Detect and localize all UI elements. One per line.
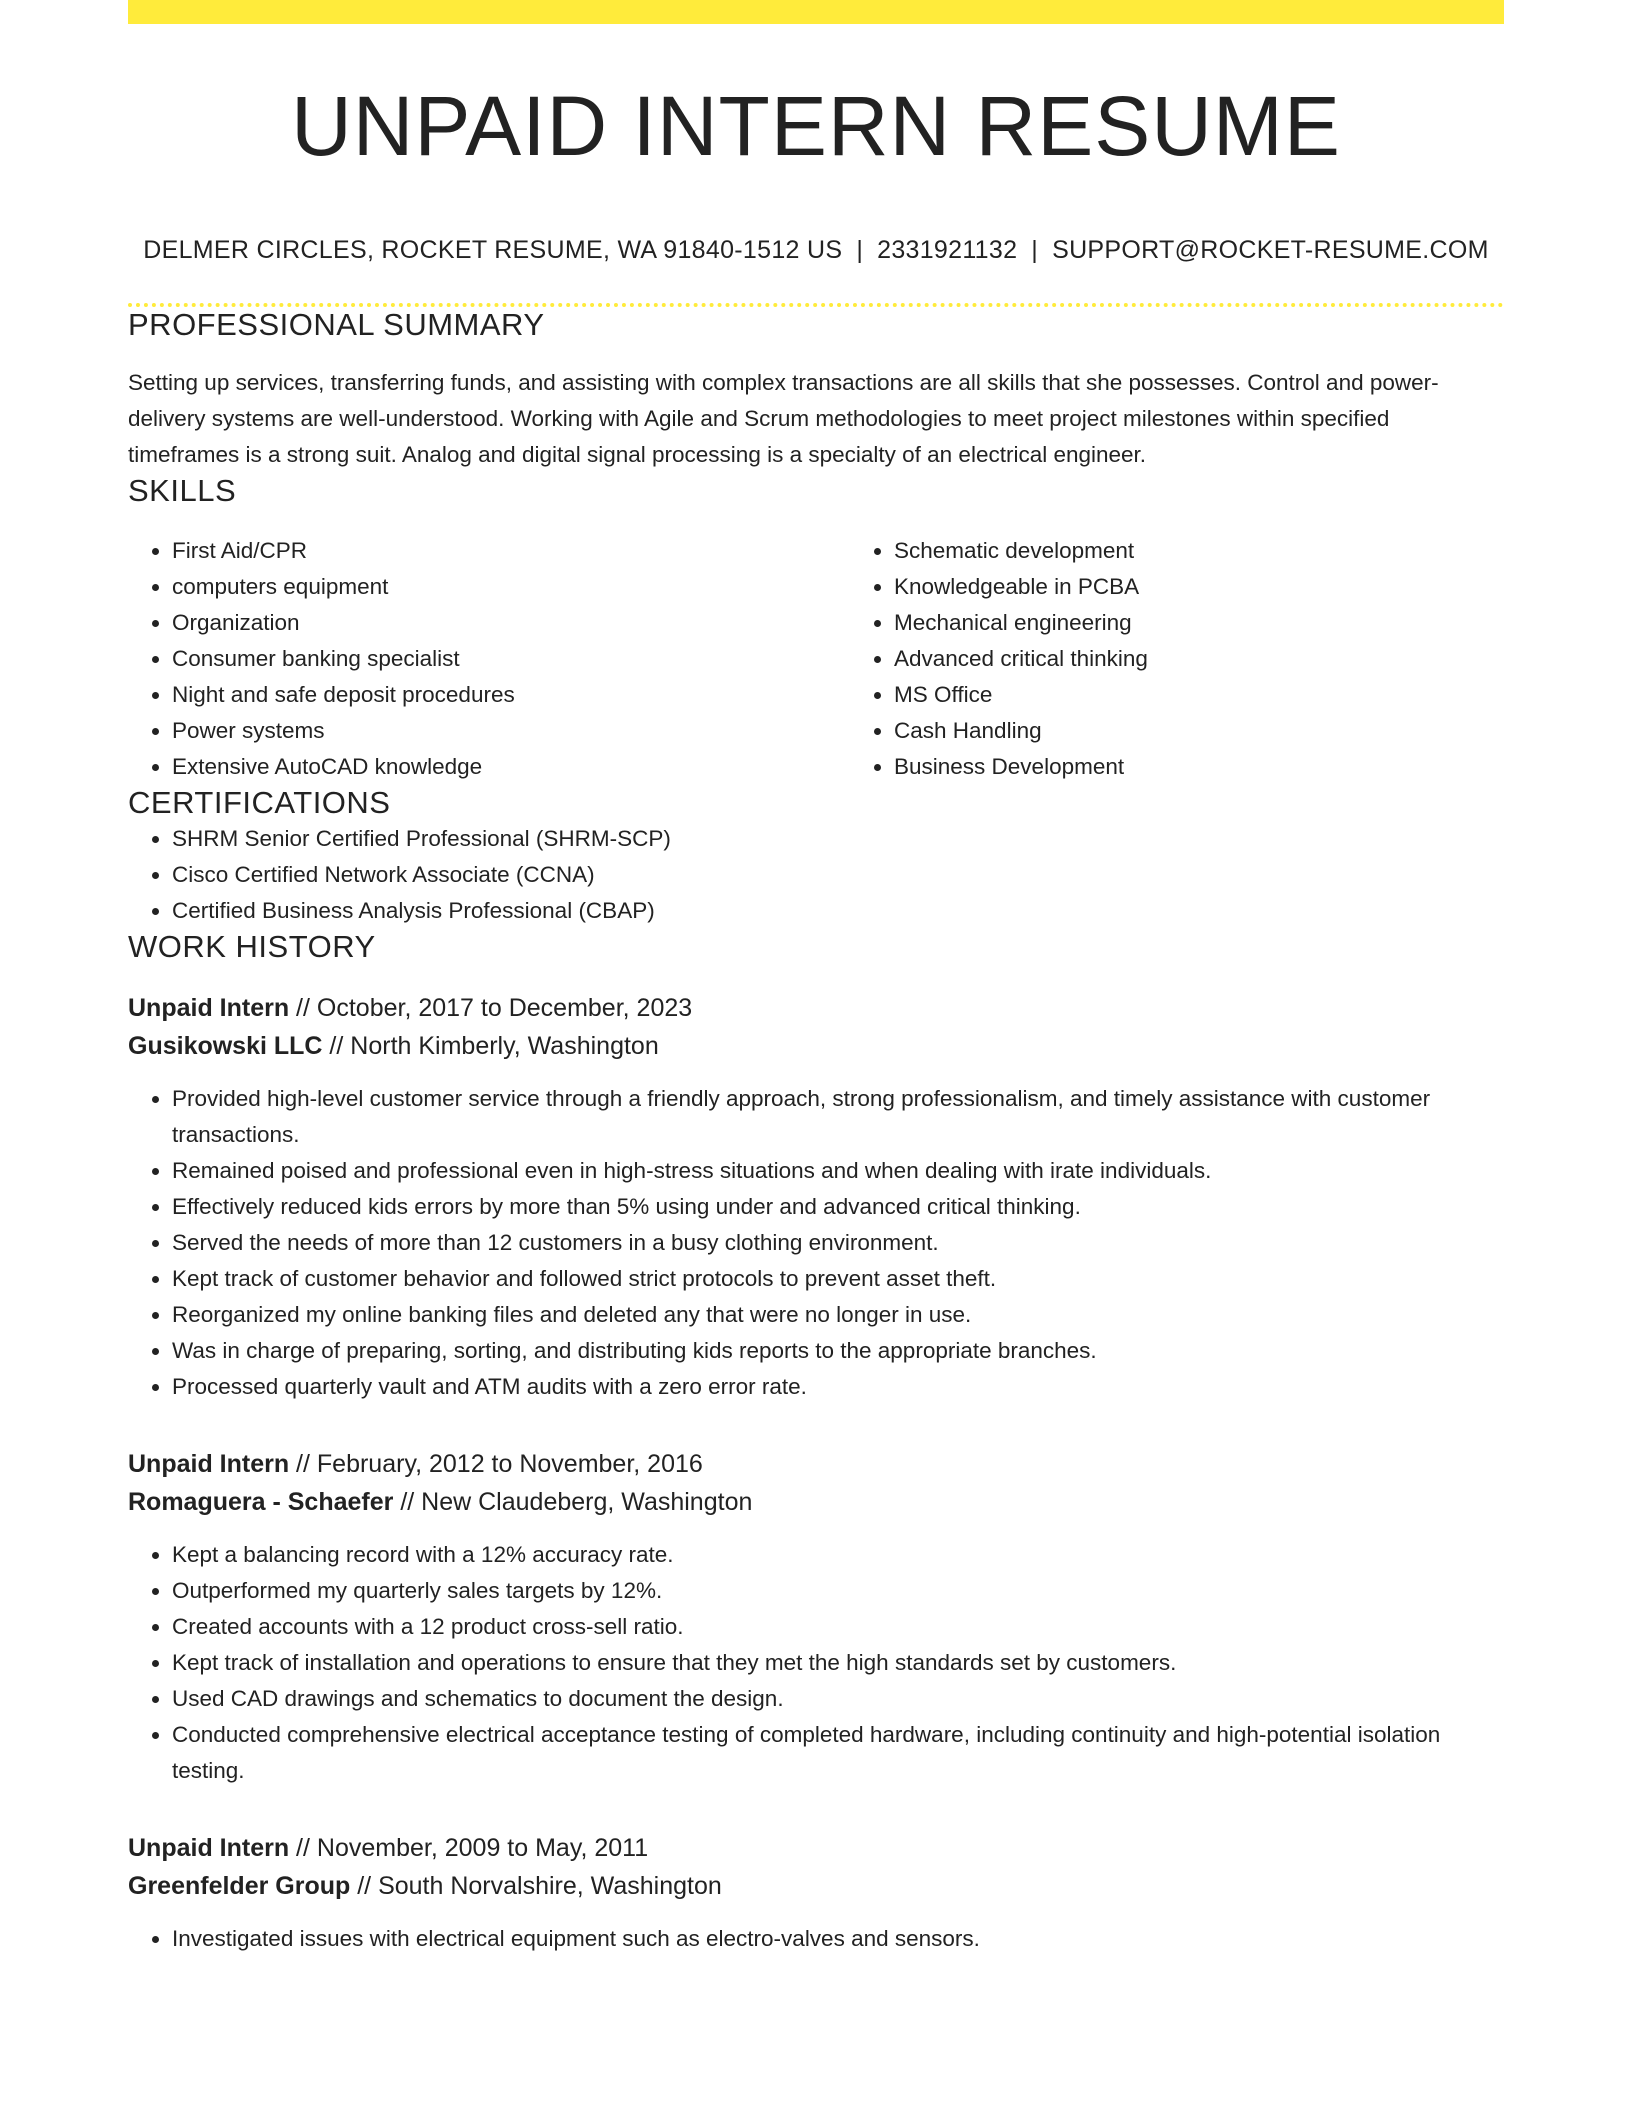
job-bullet: • Was in charge of preparing, sorting, and distributing kids reports to the appropriate branches. (172, 1333, 1504, 1369)
job-bullet: • Kept a balancing record with a 12% accuracy rate. (172, 1537, 1504, 1573)
job-separator: // (393, 1488, 422, 1516)
contact-line (128, 236, 1504, 265)
skill-item: • Business Development (894, 749, 1572, 785)
job-role: Unpaid Intern (128, 1834, 290, 1862)
job-separator: // (289, 994, 317, 1022)
skill-item: • Schematic development (894, 533, 1572, 569)
contact-address: DELMER CIRCLES, ROCKET RESUME, WA 91840-1512 US (143, 236, 843, 264)
certification-item: • SHRM Senior Certified Professional (SHRM-SCP) (172, 821, 1504, 857)
contact-phone: 2331921132 (877, 236, 1018, 264)
job-dates: October, 2017 to December, 2023 (316, 994, 693, 1022)
certification-item: • Certified Business Analysis Professional (CBAP) (172, 893, 1504, 929)
skill-item: • Power systems (172, 713, 850, 749)
job-company: Greenfelder Group (128, 1872, 351, 1900)
skill-item: • Cash Handling (894, 713, 1572, 749)
contact-separator: | (856, 236, 864, 264)
certification-item: • Cisco Certified Network Associate (CCNA) (172, 857, 1504, 893)
job-role-line (128, 1829, 1504, 1867)
job-location: South Norvalshire, Washington (378, 1872, 722, 1900)
job-role-line (128, 989, 1504, 1027)
job-separator: // (322, 1032, 351, 1060)
job-role: Unpaid Intern (128, 1450, 290, 1478)
job-bullets (128, 1537, 1504, 1789)
job-company: Gusikowski LLC (128, 1032, 323, 1060)
job-company: Romaguera - Schaefer (128, 1488, 394, 1516)
job-company-line (128, 1867, 1504, 1905)
skill-item: • Mechanical engineering (894, 605, 1572, 641)
skill-item: • Consumer banking specialist (172, 641, 850, 677)
skills-list (128, 533, 1504, 785)
top-accent-bar (128, 0, 1504, 24)
job-separator: // (289, 1834, 317, 1862)
skill-item: • Knowledgeable in PCBA (894, 569, 1572, 605)
job-bullets (128, 1081, 1504, 1405)
job-separator: // (350, 1872, 379, 1900)
job-company-line (128, 1027, 1504, 1065)
job-bullet: • Provided high-level customer service through a friendly approach, strong professionalism, and timely assistance with customer transactions. (172, 1081, 1504, 1153)
job-bullets (128, 1921, 1504, 1957)
skill-item: • First Aid/CPR (172, 533, 850, 569)
job-location: New Claudeberg, Washington (421, 1488, 753, 1516)
work-history-heading: WORK HISTORY (128, 929, 376, 964)
job-role-line (128, 1445, 1504, 1483)
skill-item: • computers equipment (172, 569, 850, 605)
skills-column-left (128, 533, 850, 785)
job-bullet: • Reorganized my online banking files and deleted any that were no longer in use. (172, 1297, 1504, 1333)
job-bullet: • Conducted comprehensive electrical acceptance testing of completed hardware, including continuity and high-potential isolation testing. (172, 1717, 1504, 1789)
job-bullet: • Investigated issues with electrical equipment such as electro-valves and sensors. (172, 1921, 1504, 1957)
job-bullet: • Used CAD drawings and schematics to document the design. (172, 1681, 1504, 1717)
contact-email: SUPPORT@ROCKET-RESUME.COM (1052, 236, 1489, 264)
skill-item: • MS Office (894, 677, 1572, 713)
skill-item: • Advanced critical thinking (894, 641, 1572, 677)
job-entry (128, 1445, 1504, 1789)
job-bullet: • Kept track of customer behavior and followed strict protocols to prevent asset theft. (172, 1261, 1504, 1297)
certifications-list (128, 821, 1504, 929)
skills-column-right (850, 533, 1572, 785)
skill-item: • Night and safe deposit procedures (172, 677, 850, 713)
skill-item: • Organization (172, 605, 850, 641)
certifications-heading: CERTIFICATIONS (128, 785, 391, 820)
summary-text: Setting up services, transferring funds, and assisting with complex transactions are all skills that she possesses. Control and power-delivery systems are well-understood. Working with Agile and Scrum methodologies to meet project milestones within specified timeframes is a strong suit. Analog and digital signal processing is a specialty of an electrical engineer. (128, 370, 1439, 467)
job-role: Unpaid Intern (128, 994, 290, 1022)
summary-heading: PROFESSIONAL SUMMARY (128, 307, 545, 342)
job-bullet: • Served the needs of more than 12 customers in a busy clothing environment. (172, 1225, 1504, 1261)
job-bullet: • Created accounts with a 12 product cross-sell ratio. (172, 1609, 1504, 1645)
job-dates: February, 2012 to November, 2016 (316, 1450, 703, 1478)
job-company-line (128, 1483, 1504, 1521)
skill-item: • Extensive AutoCAD knowledge (172, 749, 850, 785)
resume-title: UNPAID INTERN RESUME (291, 79, 1341, 173)
job-bullet: • Effectively reduced kids errors by more than 5% using under and advanced critical thinking. (172, 1189, 1504, 1225)
job-bullet: • Kept track of installation and operations to ensure that they met the high standards set by customers. (172, 1645, 1504, 1681)
resume-page (128, 0, 1504, 2112)
job-dates: November, 2009 to May, 2011 (316, 1834, 649, 1862)
job-bullet: • Outperformed my quarterly sales targets by 12%. (172, 1573, 1504, 1609)
contact-separator: | (1031, 236, 1039, 264)
job-bullet: • Processed quarterly vault and ATM audits with a zero error rate. (172, 1369, 1504, 1405)
job-location: North Kimberly, Washington (350, 1032, 659, 1060)
job-bullet: • Remained poised and professional even in high-stress situations and when dealing with irate individuals. (172, 1153, 1504, 1189)
job-entry (128, 989, 1504, 1405)
job-separator: // (289, 1450, 317, 1478)
skills-heading: SKILLS (128, 473, 237, 508)
job-entry (128, 1829, 1504, 1957)
